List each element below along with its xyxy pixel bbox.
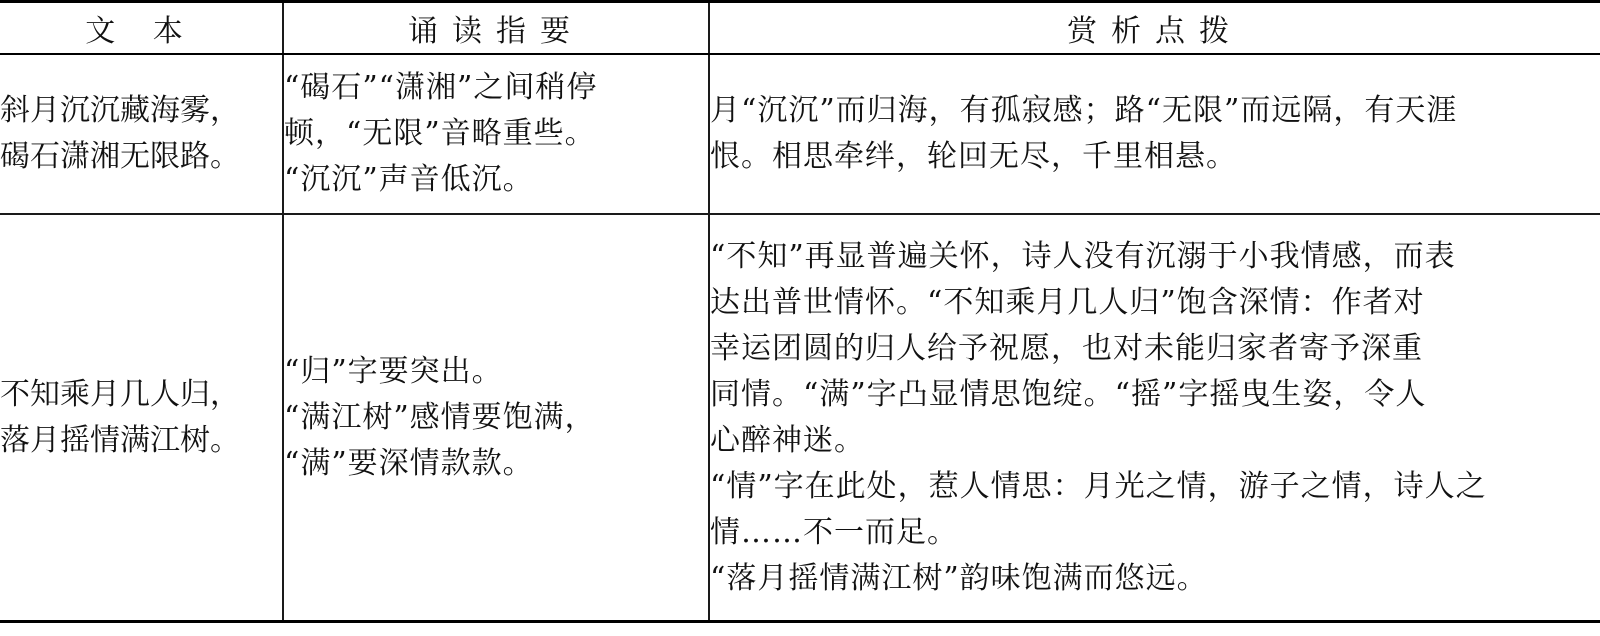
poem-text-cell [0,54,283,214]
analysis-line: 同情。“满”字凸显情思饱绽。“摇”字摇曳生姿，令人 [710,376,1427,412]
poem-line: 落月摇情满江树。 [0,422,240,458]
analysis-line: 情……不一而足。 [710,514,958,550]
poem-line: 斜月沉沉藏海雾， [0,93,240,128]
analysis-line: “情”字在此处，惹人情思：月光之情，游子之情，诗人之 [710,468,1487,504]
analysis-cell [709,54,1600,214]
header-analysis: 赏析点拨 [709,2,1600,55]
header-reading: 诵读指要 [283,2,709,55]
reading-line: “满”要深情款款。 [284,445,534,481]
analysis-line: 幸运团圆的归人给予祝愿，也对未能归家者寄予深重 [710,330,1423,366]
analysis-line: “落月摇情满江树”韵味饱满而悠远。 [710,560,1208,596]
poem-text-cell [0,214,283,622]
analysis-line: 达出普世情怀。“不知乘月几人归”饱含深情：作者对 [710,284,1425,320]
analysis-line: 恨。相思牵绊，轮回无尽，千里相悬。 [710,139,1237,174]
table-row [0,214,1600,622]
reading-line: “碣石”“潇湘”之间稍停 [284,70,598,105]
header-row [0,2,1600,55]
analysis-line: 月“沉沉”而归海，有孤寂感；路“无限”而远隔，有天涯 [710,93,1458,128]
analysis-line: 心醉神迷。 [710,422,865,458]
analysis-cell [709,214,1600,622]
analysis-line: “不知”再显普遍关怀，诗人没有沉溺于小我情感，而表 [710,238,1456,274]
poem-line: 不知乘月几人归， [0,376,240,412]
reading-line: “满江树”感情要饱满， [284,399,596,435]
header-text: 文 本 [0,2,283,55]
reading-line: “沉沉”声音低沉。 [284,162,534,197]
reading-line: 顿，“无限”音略重些。 [284,116,596,151]
poem-line: 碣石潇湘无限路。 [0,139,240,174]
table-row [0,54,1600,214]
reading-guide-cell [283,214,709,622]
reading-line: “归”字要突出。 [284,353,503,389]
reading-guide-cell [283,54,709,214]
